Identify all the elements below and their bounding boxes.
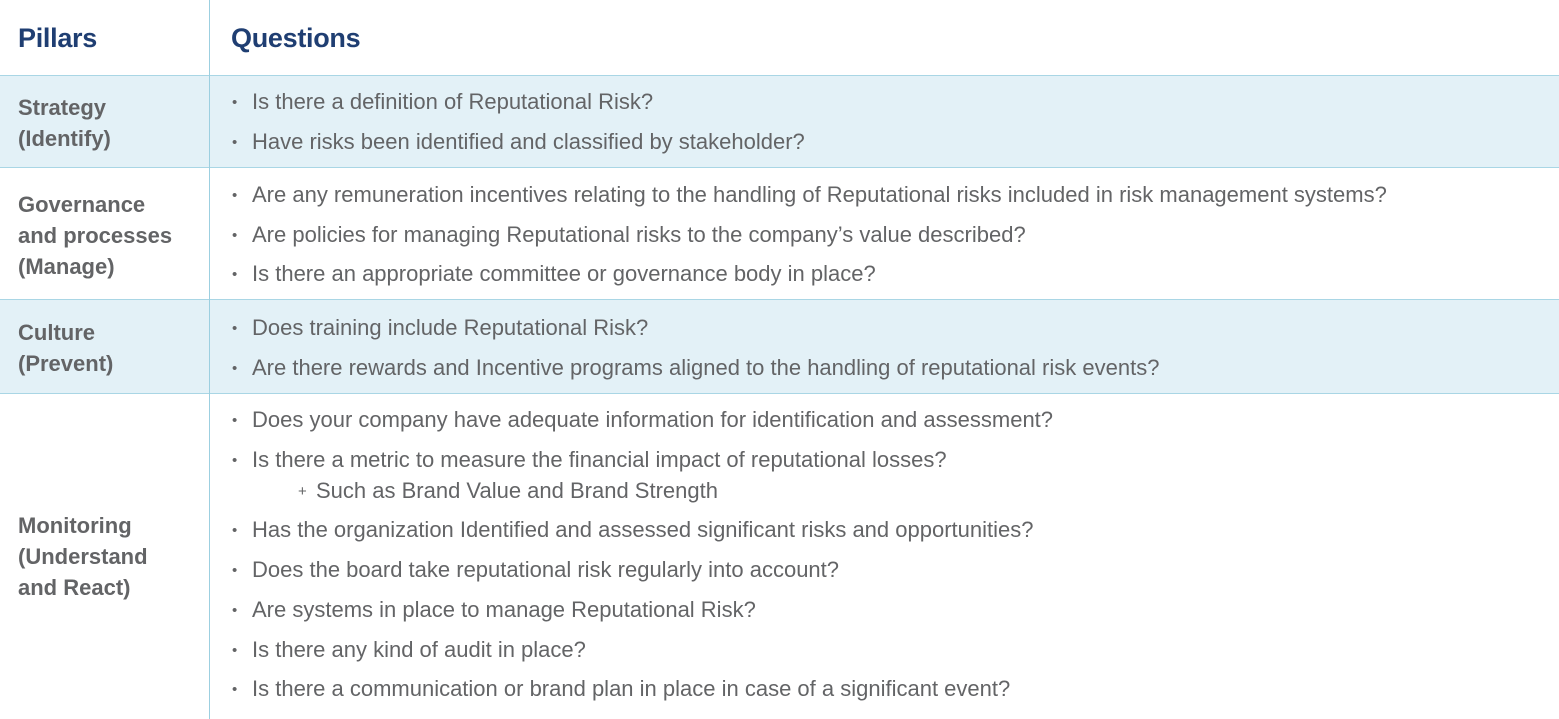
question-text: Have risks been identified and classified by stakeholder? xyxy=(252,129,805,154)
bullet-icon: • xyxy=(232,266,238,283)
row-divider xyxy=(0,75,1559,76)
question-text: Are systems in place to manage Reputational Risk? xyxy=(252,597,756,622)
questions-column-header: Questions xyxy=(231,23,361,53)
question-text: Is there a metric to measure the financial impact of reputational losses? xyxy=(252,447,947,472)
pillar-label-line: Governance xyxy=(18,192,146,217)
question-item xyxy=(232,182,1387,209)
bullet-icon: • xyxy=(232,187,238,204)
pillar-label-line: (Identify) xyxy=(18,126,111,151)
bullet-icon: • xyxy=(232,642,238,659)
question-item xyxy=(232,89,653,116)
table-row-monitoring xyxy=(0,393,1559,719)
question-item xyxy=(232,676,1010,703)
pillar-label-line: (Prevent) xyxy=(18,351,114,376)
column-divider xyxy=(209,0,210,719)
question-text: Is there a communication or brand plan in place in case of a significant event? xyxy=(252,676,1011,701)
bullet-icon: • xyxy=(232,227,238,244)
question-item xyxy=(232,637,586,664)
row-divider xyxy=(0,299,1559,300)
question-text: Are there rewards and Incentive programs aligned to the handling of reputational risk events? xyxy=(252,355,1160,380)
pillar-label xyxy=(18,510,203,603)
question-text: Does your company have adequate information for identification and assessment? xyxy=(252,407,1054,432)
pillar-label-line: and processes xyxy=(18,223,173,248)
question-item xyxy=(232,355,1159,382)
question-text: Does training include Reputational Risk? xyxy=(252,315,649,340)
question-item xyxy=(232,597,756,624)
question-item xyxy=(232,407,1053,434)
table-row-governance xyxy=(0,167,1559,300)
bullet-icon: • xyxy=(232,522,238,539)
bullet-icon: • xyxy=(232,562,238,579)
question-text: Has the organization Identified and assessed significant risks and opportunities? xyxy=(252,517,1034,542)
question-item xyxy=(232,447,947,474)
plus-icon: + xyxy=(298,483,307,500)
pillar-label-line: Monitoring xyxy=(18,513,132,538)
question-item xyxy=(232,129,805,156)
bullet-icon: • xyxy=(232,134,238,151)
bullet-icon: • xyxy=(232,452,238,469)
question-item xyxy=(232,261,876,288)
pillar-label-line: (Manage) xyxy=(18,254,115,279)
pillar-label-line: Strategy xyxy=(18,95,107,120)
pillar-label-line: and React) xyxy=(18,575,131,600)
question-item xyxy=(232,557,839,584)
question-text: Does the board take reputational risk regularly into account? xyxy=(252,557,840,582)
question-item xyxy=(232,222,1026,249)
bullet-icon: • xyxy=(232,320,238,337)
question-item xyxy=(232,517,1033,544)
row-divider xyxy=(0,167,1559,168)
table-header xyxy=(0,0,1559,76)
bullet-icon: • xyxy=(232,360,238,377)
pillar-label xyxy=(18,92,203,154)
bullet-icon: • xyxy=(232,412,238,429)
question-text: Is there an appropriate committee or governance body in place? xyxy=(252,261,876,286)
table-row-culture xyxy=(0,300,1559,393)
pillars-column-header: Pillars xyxy=(18,23,97,53)
pillar-label xyxy=(18,189,203,282)
sub-item-text: Such as Brand Value and Brand Strength xyxy=(316,478,718,503)
pillar-label-line: (Understand xyxy=(18,544,148,569)
pillar-label xyxy=(18,317,203,379)
question-text: Is there any kind of audit in place? xyxy=(252,637,586,662)
table-row-strategy xyxy=(0,76,1559,167)
question-text: Are any remuneration incentives relating to the handling of Reputational risks included in risk management systems? xyxy=(252,182,1387,207)
question-text: Are policies for managing Reputational risks to the company’s value described? xyxy=(252,222,1026,247)
bullet-icon: • xyxy=(232,602,238,619)
bullet-icon: • xyxy=(232,94,238,111)
question-sub-item xyxy=(298,478,718,505)
bullet-icon: • xyxy=(232,681,238,698)
row-divider xyxy=(0,393,1559,394)
pillar-label-line: Culture xyxy=(18,320,95,345)
question-item xyxy=(232,315,648,342)
question-text: Is there a definition of Reputational Risk? xyxy=(252,89,654,114)
